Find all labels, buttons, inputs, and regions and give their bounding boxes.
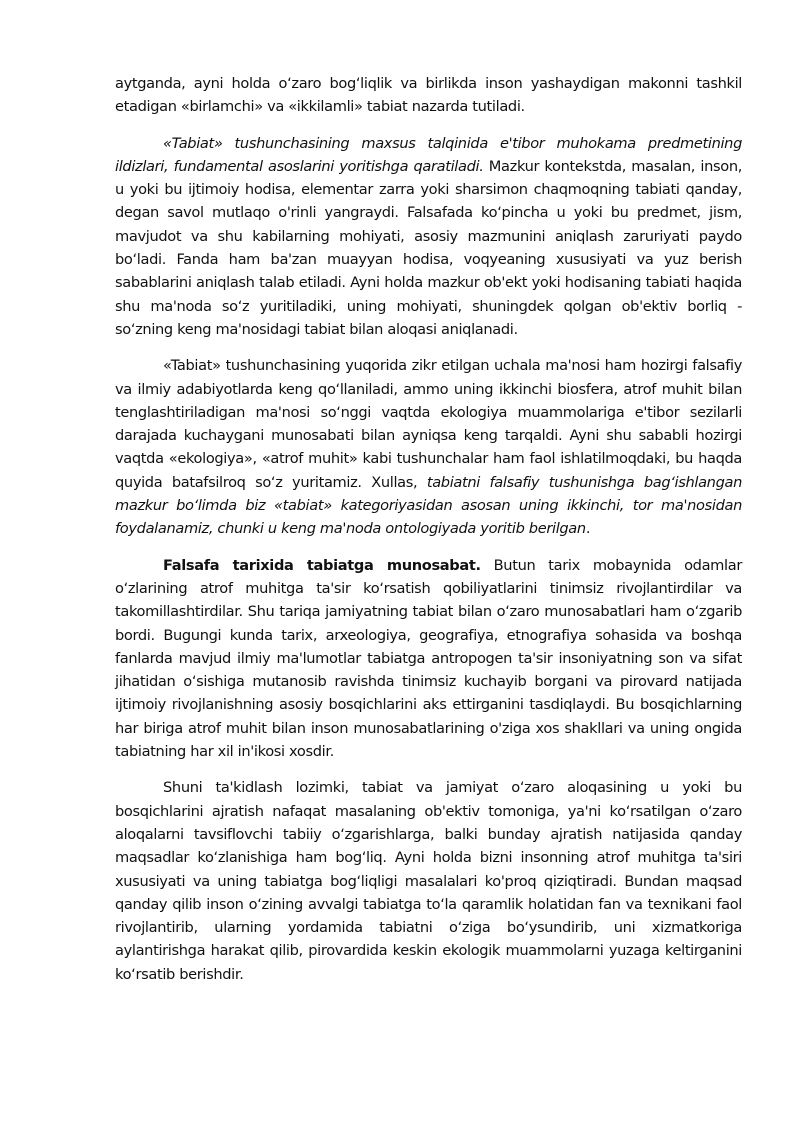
section-heading: Falsafa tarixida tabiatga munosabat. xyxy=(163,556,481,574)
paragraph-4 xyxy=(115,554,742,764)
paragraph-1-run-1: aytganda, ayni holda o‘zaro bog‘liqlik va birlikda inson yashaydigan makonni tashkil etadigan «birlamchi» va «ikkilamli» tabiat nazarda tutiladi. xyxy=(115,75,742,116)
paragraph-2 xyxy=(115,132,742,342)
paragraph-2-italic-run: «Tabiat» tushunchasining maxsus talqinida e'tibor muhokama predmetining ildizlari, fundamental asoslarini yoritishga qaratiladi. xyxy=(115,134,742,175)
paragraph-2-run-2: Mazkur kontekstda, masalan, inson, u yoki bu ijtimoiy hodisa, elementar zarra yoki sharsimon chaqmoqning tabiati qanday, degan savol mutlaqo o'rinli yangraydi. Falsafada ko‘pincha u yoki bu predmet, jism, mavjudot va shu kabilarning mohiyati, asosiy mazmunini aniqlash zaruriyati paydo bo‘ladi. Fanda ham ba'zan muayyan hodisa, voqyeaning xususiyati va yuz berish sabablarini aniqlash talab etiladi. Ayni holda mazkur ob'ekt yoki hodisaning tabiati haqida shu ma'noda so‘z yuritiladiki, uning mohiyati, shuningdek qolgan ob'ektiv borliq - so‘zning keng ma'nosidagi tabiat bilan aloqasi aniqlanadi. xyxy=(115,157,743,338)
paragraph-3-italic-run: tabiatni falsafiy tushunishga bag‘ishlangan mazkur bo‘limda biz «tabiat» kategoriyasidan asosan uning ikkinchi, tor ma'nosidan foydalanamiz, chunki u keng ma'noda ontologiyada yoritib berilgan xyxy=(115,473,742,538)
paragraph-3-run-1: «Tabiat» tushunchasining yuqorida zikr etilgan uchala ma'nosi ham hozirgi falsafiy va ilmiy adabiyotlarda keng qo‘llaniladi, ammo uning ikkinchi biosfera, atrof muhit bilan tenglashtiriladigan ma'nosi so‘nggi vaqtda ekologiya muammolariga e'tibor sezilarli darajada kuchaygani munosabati bilan ayniqsa keng tarqaldi. Ayni shu sababli hozirgi vaqtda «ekologiya», «atrof muhit» kabi tushunchalar ham faol ishlatilmoqdaki, bu haqda quyida batafsilroq so‘z yuritamiz. Xullas, xyxy=(115,357,742,491)
paragraph-4-run-2: Butun tarix mobaynida odamlar o‘zlarining atrof muhitga ta'sir ko‘rsatish qobiliyatlarini tinimsiz rivojlantirdilar va takomillashtirdilar. Shu tariqa jamiyatning tabiat bilan o‘zaro munosabatlari ham o‘zgarib bordi. Bugungi kunda tarix, arxeologiya, geografiya, etnografiya sohasida va boshqa fanlarda mavjud ilmiy ma'lumotlar tabiatga antropogen ta'sir insoniyatning son va sifat jihatidan o‘sishiga mutanosib ravishda tinimsiz kuchayib borgani va pirovard natijada ijtimoiy rivojlanishning asosiy bosqichlarini aks ettirganini tasdiqlaydi. Bu bosqichlarning har biriga atrof muhit bilan inson munosabatlarining o'ziga xos shakllari va uning ongida tabiatning har xil in'ikosi xosdir. xyxy=(115,556,742,761)
paragraph-3 xyxy=(115,354,742,540)
paragraph-5-run-1: Shuni ta'kidlash lozimki, tabiat va jamiyat o‘zaro aloqasining u yoki bu bosqichlarini ajratish nafaqat masalaning ob'ektiv tomoniga, ya'ni ko‘rsatilgan o‘zaro aloqalarni tavsiflovchi tabiiy o‘zgarishlarga, balki bunday ajratish natijasida qanday maqsadlar ko‘zlanishiga ham bog‘liq. Ayni holda bizni insonning atrof muhitga ta'siri xususiyati va uning tabiatga bog‘liqligi masalalari ko'proq qiziqtiradi. Bundan maqsad qanday qilib inson o‘zining avvalgi tabiatga to‘la qaramlik holatidan fan va texnikani faol rivojlantirib, ularning yordamida tabiatni o‘ziga bo‘ysundirib, uni xizmatkoriga aylantirishga harakat qilib, pirovardida keskin ekologik muammolarni yuzaga keltirganini ko‘rsatib berishdir. xyxy=(115,779,742,983)
paragraph-3-run-3: . xyxy=(585,520,591,538)
paragraph-1 xyxy=(115,72,742,119)
paragraph-5 xyxy=(115,776,742,986)
document-page xyxy=(115,72,742,999)
